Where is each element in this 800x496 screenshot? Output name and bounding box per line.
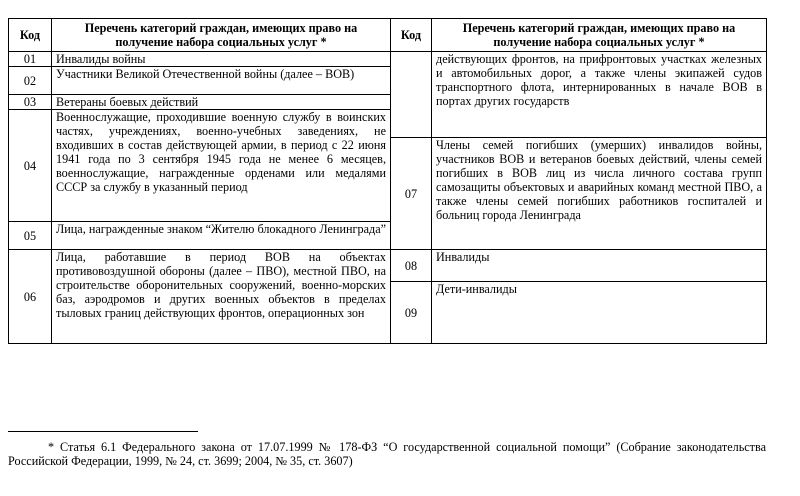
row-code: 04 (9, 110, 52, 222)
table-row (9, 250, 767, 282)
row-code (391, 52, 432, 138)
row-code: 02 (9, 67, 52, 95)
header-list-right: Перечень категорий граждан, имеющих право на получение набора социальных услуг * (432, 19, 767, 52)
header-code-right: Код (391, 19, 432, 52)
row-text: Лица, работавшие в период ВОВ на объектах противовоздушной обороны (далее – ПВО), местной ПВО, на строительстве оборонительных сооружений, военно-морских баз, аэродромов и других военных объектов в пределах тыловых границ действующих фронтов, операционных зон (52, 250, 391, 344)
social-services-categories-table (8, 18, 767, 344)
row-text: Инвалиды (432, 250, 767, 282)
row-code: 07 (391, 138, 432, 250)
row-code: 01 (9, 52, 52, 67)
row-text: Члены семей погибших (умерших) инвалидов войны, участников ВОВ и ветеранов боевых действий, члены семей погибших в ВОВ лиц из числа личного состава групп самозащиты объектовых и аварийных команд местной ПВО, а также члены семей погибших работников госпиталей и больниц города Ленинграда (432, 138, 767, 250)
row-text: Военнослужащие, проходившие военную службу в воинских частях, учреждениях, военно-учебных заведениях, не входивших в состав действующей армии, в период с 22 июня 1941 года по 3 сентября 1945 года не менее 6 месяцев, военнослужащие, награжденные орденами или медалями СССР за службу в указанный период (52, 110, 391, 222)
row-code: 08 (391, 250, 432, 282)
footnote (8, 440, 766, 468)
row-text: Дети-инвалиды (432, 282, 767, 344)
footnote-separator (8, 431, 198, 432)
row-code: 05 (9, 222, 52, 250)
row-code: 09 (391, 282, 432, 344)
table-row (9, 52, 767, 67)
row-code: 03 (9, 95, 52, 110)
row-text: Участники Великой Отечественной войны (далее – ВОВ) (52, 67, 391, 95)
footnote-text: * Статья 6.1 Федерального закона от 17.07.1999 № 178-ФЗ “О государственной социальной помощи” (Собрание законодательства Российской Федерации, 1999, № 24, ст. 3699; 2004, № 35, ст. 3607) (8, 440, 766, 468)
header-code-left: Код (9, 19, 52, 52)
table-header-row (9, 19, 767, 52)
row-code: 06 (9, 250, 52, 344)
header-list-left: Перечень категорий граждан, имеющих право на получение набора социальных услуг * (52, 19, 391, 52)
row-text: Ветераны боевых действий (52, 95, 391, 110)
row-text: действующих фронтов, на прифронтовых участках железных и автомобильных дорог, а также члены экипажей судов транспортного флота, интернированных в начале ВОВ в портах других государств (432, 52, 767, 138)
row-text: Инвалиды войны (52, 52, 391, 67)
row-text: Лица, награжденные знаком “Жителю блокадного Ленинграда” (52, 222, 391, 250)
